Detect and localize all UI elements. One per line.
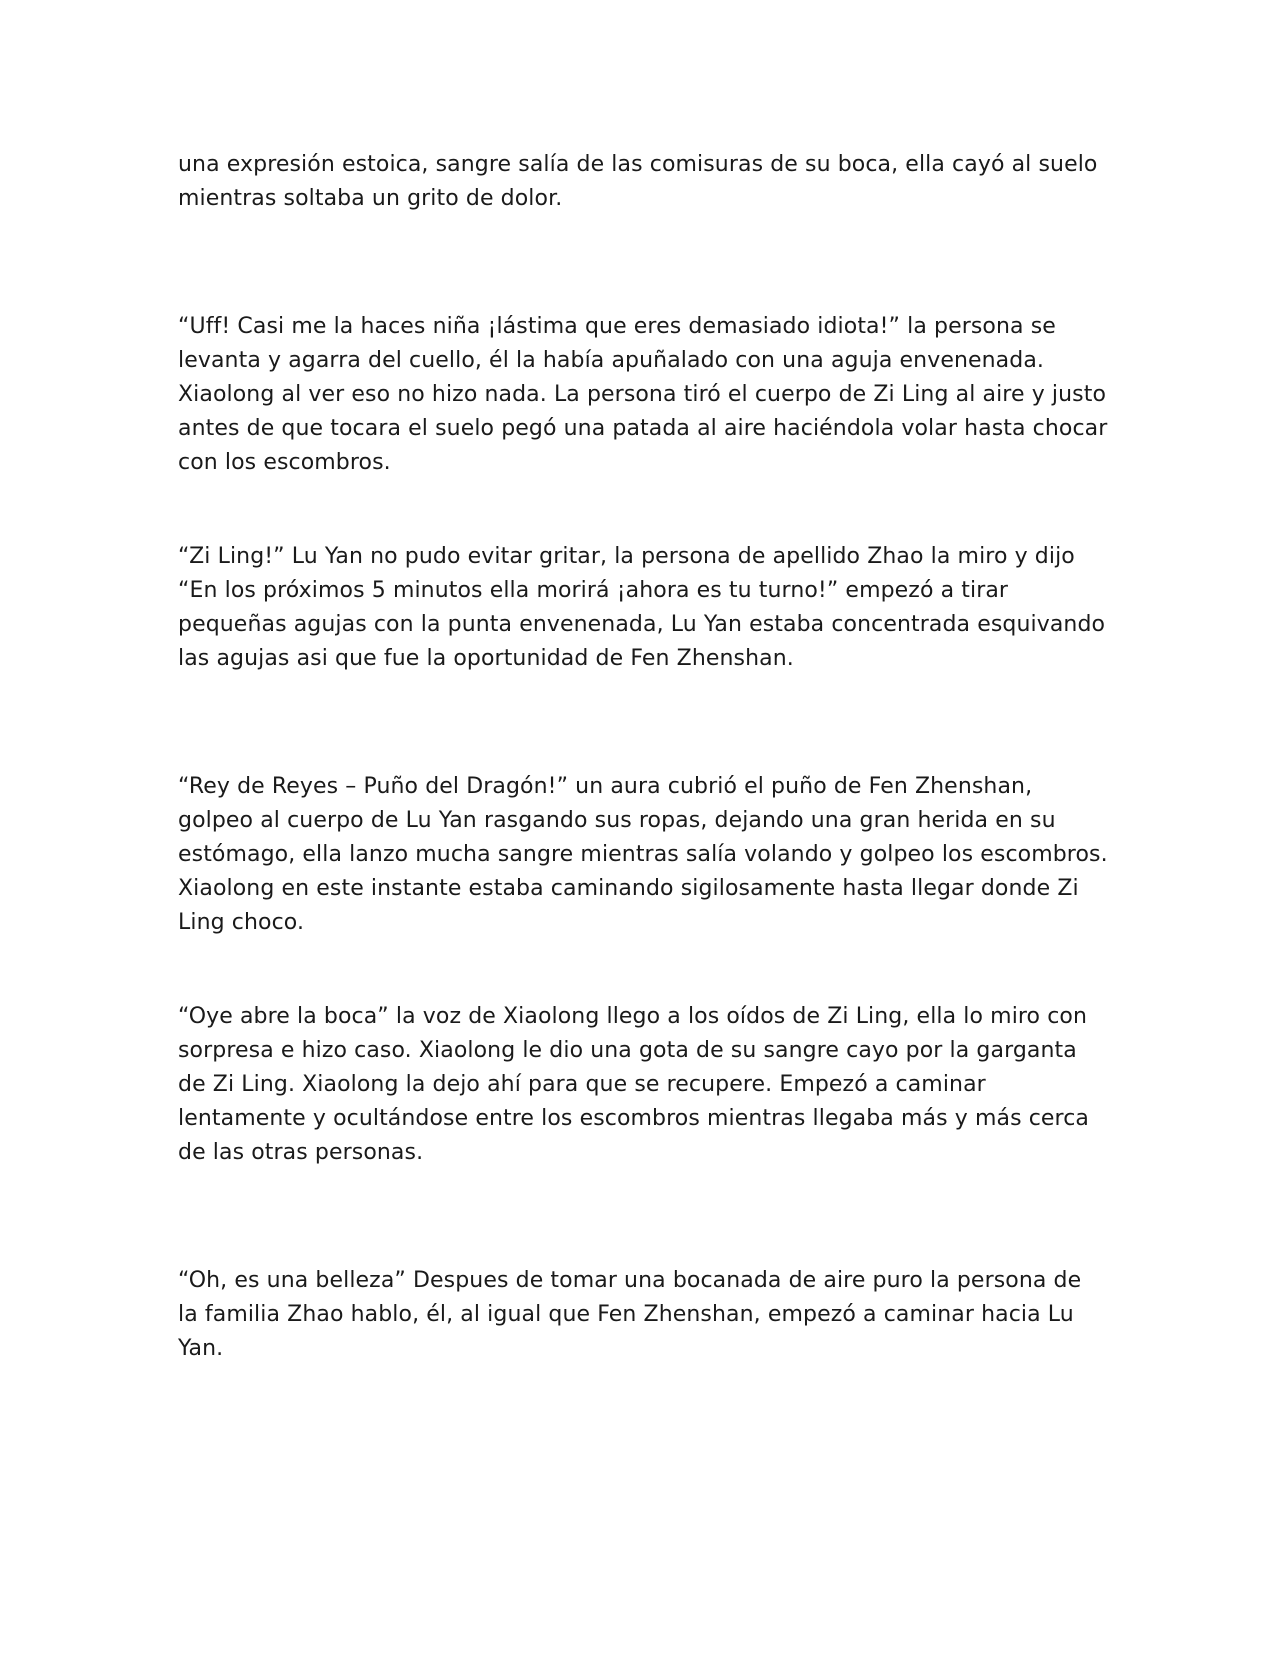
- paragraph-1: una expresión estoica, sangre salía de las comisuras de su boca, ella cayó al suelo mientras soltaba un grito de dolor.: [178, 152, 1098, 211]
- paragraph-6: “Oh, es una belleza” Despues de tomar una bocanada de aire puro la persona de la familia Zhao hablo, él, al igual que Fen Zhenshan, empezó a caminar hacia Lu Yan.: [178, 1268, 1082, 1361]
- paragraph-4: “Rey de Reyes – Puño del Dragón!” un aura cubrió el puño de Fen Zhenshan, golpeo al cuerpo de Lu Yan rasgando sus ropas, dejando una gran herida en su estómago, ella lanzo mucha sangre mientras salía volando y golpeo los escombros. Xiaolong en este instante estaba caminando sigilosamente hasta llegar donde Zi Ling choco.: [178, 774, 1108, 935]
- paragraph-2: “Uff! Casi me la haces niña ¡lástima que eres demasiado idiota!” la persona se levanta y agarra del cuello, él la había apuñalado con una aguja envenenada. Xiaolong al ver eso no hizo nada. La persona tiró el cuerpo de Zi Ling al aire y justo antes de que tocara el suelo pegó una patada al aire haciéndola volar hasta chocar con los escombros.: [178, 314, 1108, 475]
- paragraph-5: “Oye abre la boca” la voz de Xiaolong llego a los oídos de Zi Ling, ella lo miro con sorpresa e hizo caso. Xiaolong le dio una gota de su sangre cayo por la garganta de Zi Ling. Xiaolong la dejo ahí para que se recupere. Empezó a caminar lentamente y ocultándose entre los escombros mientras llegaba más y más cerca de las otras personas.: [178, 1004, 1089, 1165]
- paragraph-3: “Zi Ling!” Lu Yan no pudo evitar gritar, la persona de apellido Zhao la miro y dijo “En los próximos 5 minutos ella morirá ¡ahora es tu turno!” empezó a tirar pequeñas agujas con la punta envenenada, Lu Yan estaba concentrada esquivando las agujas asi que fue la oportunidad de Fen Zhenshan.: [178, 544, 1106, 671]
